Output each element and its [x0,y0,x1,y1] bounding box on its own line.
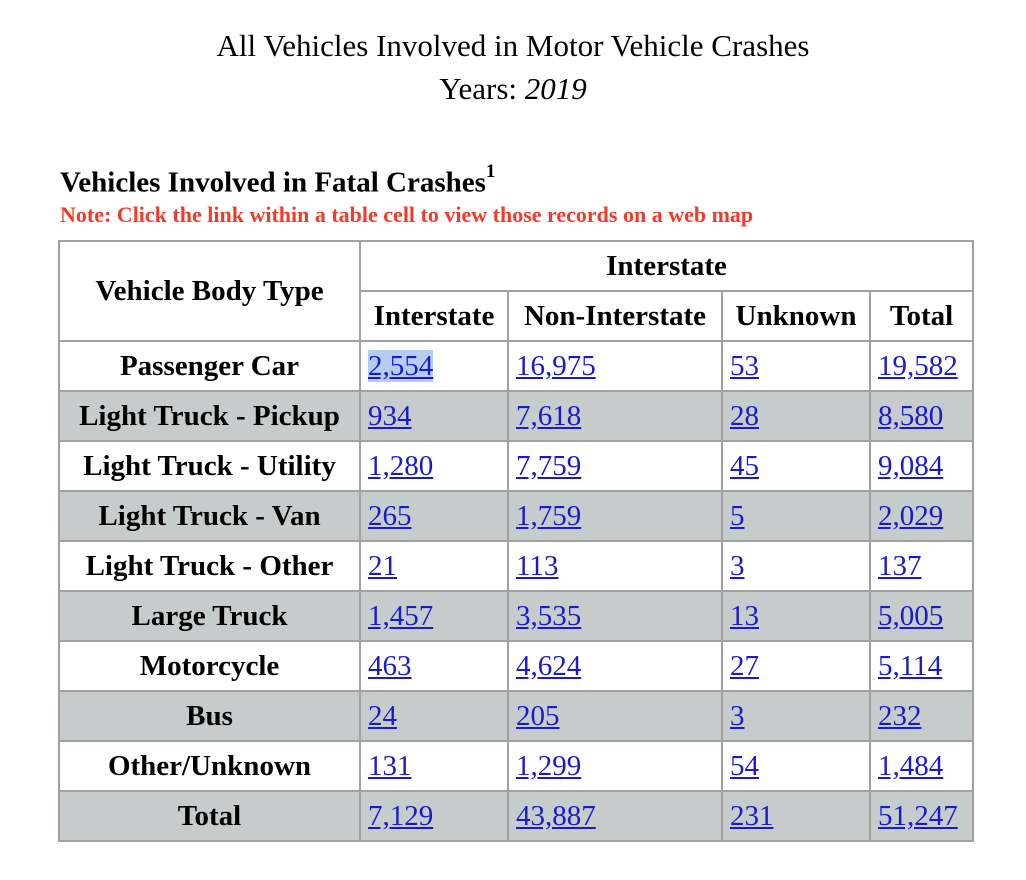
interstate-link[interactable]: 265 [368,500,412,532]
total-cell [870,491,973,541]
years-value: 2019 [524,71,587,106]
interstate-cell [360,391,508,441]
row-label: Large Truck [59,591,360,641]
interstate-cell [360,691,508,741]
unknown-link[interactable]: 45 [730,450,759,482]
non-interstate-link[interactable]: 4,624 [516,650,582,682]
interstate-cell [360,591,508,641]
unknown-cell [722,391,870,441]
non-interstate-link[interactable]: 7,618 [516,400,582,432]
page-title: All Vehicles Involved in Motor Vehicle Crashes [216,28,810,63]
table-row [59,641,973,691]
unknown-cell [722,441,870,491]
unknown-cell [722,791,870,841]
section-title-text: Vehicles Involved in Fatal Crashes [60,166,486,199]
footnote-mark: 1 [485,161,496,182]
non-interstate-link[interactable]: 113 [516,550,559,582]
unknown-link[interactable]: 13 [730,600,759,632]
unknown-link[interactable]: 3 [730,550,745,582]
total-cell [870,541,973,591]
years-line [0,67,1026,110]
total-cell [870,641,973,691]
table-body [59,341,973,841]
row-label: Total [59,791,360,841]
non-interstate-link[interactable]: 1,299 [516,750,582,782]
interstate-link[interactable]: 934 [368,400,412,432]
row-label: Light Truck - Utility [59,441,360,491]
table-row [59,541,973,591]
row-label: Light Truck - Other [59,541,360,591]
total-link[interactable]: 19,582 [878,350,958,382]
row-label: Other/Unknown [59,741,360,791]
table-row [59,391,973,441]
total-cell [870,591,973,641]
non-interstate-link[interactable]: 43,887 [516,800,596,832]
total-link[interactable]: 9,084 [878,450,944,482]
page-header [0,24,1026,110]
table-row [59,491,973,541]
non-interstate-cell [508,591,722,641]
table-row-total [59,791,973,841]
total-link[interactable]: 5,114 [878,650,943,682]
unknown-cell [722,491,870,541]
interstate-link[interactable]: 2,554 [368,350,434,382]
interstate-cell [360,741,508,791]
interstate-link[interactable]: 21 [368,550,397,582]
interstate-cell [360,441,508,491]
unknown-link[interactable]: 54 [730,750,759,782]
non-interstate-cell [508,641,722,691]
total-cell [870,691,973,741]
total-cell [870,341,973,391]
unknown-link[interactable]: 27 [730,650,759,682]
years-label: Years: [439,71,518,106]
total-link[interactable]: 232 [878,700,922,732]
section-title [60,152,495,207]
unknown-link[interactable]: 53 [730,350,759,382]
column-header-non-interstate: Non-Interstate [508,291,722,341]
unknown-link[interactable]: 231 [730,800,774,832]
non-interstate-link[interactable]: 205 [516,700,560,732]
non-interstate-cell [508,491,722,541]
interstate-cell [360,341,508,391]
non-interstate-cell [508,541,722,591]
interstate-group-header: Interstate [360,241,973,291]
interstate-link[interactable]: 131 [368,750,412,782]
non-interstate-cell [508,341,722,391]
unknown-link[interactable]: 3 [730,700,745,732]
unknown-cell [722,691,870,741]
unknown-cell [722,641,870,691]
unknown-cell [722,341,870,391]
total-link[interactable]: 137 [878,550,922,582]
table-row [59,591,973,641]
interstate-cell [360,641,508,691]
non-interstate-cell [508,741,722,791]
unknown-cell [722,591,870,641]
interstate-link[interactable]: 1,457 [368,600,434,632]
column-header-interstate: Interstate [360,291,508,341]
non-interstate-cell [508,391,722,441]
vehicle-body-type-header: Vehicle Body Type [59,241,360,341]
unknown-link[interactable]: 28 [730,400,759,432]
row-label: Motorcycle [59,641,360,691]
total-link[interactable]: 51,247 [878,800,958,832]
total-cell [870,741,973,791]
non-interstate-cell [508,691,722,741]
map-link-note: Note: Click the link within a table cell to view those records on a web map [60,202,754,227]
total-cell [870,441,973,491]
interstate-link[interactable]: 7,129 [368,800,434,832]
total-link[interactable]: 5,005 [878,600,944,632]
total-cell [870,791,973,841]
interstate-link[interactable]: 463 [368,650,412,682]
row-label: Bus [59,691,360,741]
row-label: Light Truck - Pickup [59,391,360,441]
column-header-total: Total [870,291,973,341]
non-interstate-link[interactable]: 16,975 [516,350,596,382]
interstate-cell [360,791,508,841]
total-link[interactable]: 1,484 [878,750,944,782]
interstate-cell [360,491,508,541]
non-interstate-cell [508,791,722,841]
total-cell [870,391,973,441]
column-header-unknown: Unknown [722,291,870,341]
total-link[interactable]: 2,029 [878,500,944,532]
non-interstate-link[interactable]: 3,535 [516,600,582,632]
table-row [59,341,973,391]
interstate-link[interactable]: 24 [368,700,397,732]
unknown-cell [722,541,870,591]
total-link[interactable]: 8,580 [878,400,944,432]
row-label: Passenger Car [59,341,360,391]
interstate-cell [360,541,508,591]
unknown-cell [722,741,870,791]
table-row [59,441,973,491]
interstate-link[interactable]: 1,280 [368,450,434,482]
table-row [59,691,973,741]
non-interstate-cell [508,441,722,491]
non-interstate-link[interactable]: 7,759 [516,450,582,482]
unknown-link[interactable]: 5 [730,500,745,532]
non-interstate-link[interactable]: 1,759 [516,500,582,532]
row-label: Light Truck - Van [59,491,360,541]
table-row [59,741,973,791]
fatal-crashes-table [58,240,974,842]
